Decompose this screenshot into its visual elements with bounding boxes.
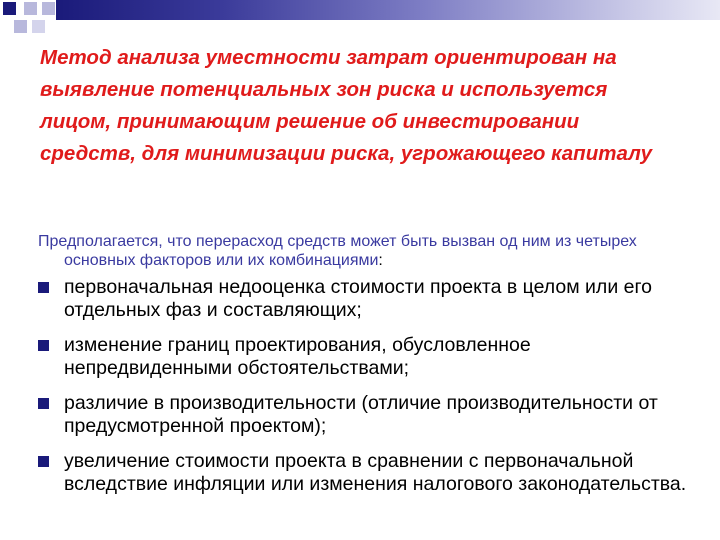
corner-square-light [32, 20, 45, 33]
corner-square-light [42, 2, 55, 15]
header-gradient-bar [56, 0, 720, 20]
corner-square-light [24, 2, 37, 15]
bullet-item [38, 334, 688, 380]
corner-square-light [14, 20, 27, 33]
square-bullet-icon [38, 340, 49, 351]
square-bullet-icon [38, 398, 49, 409]
bullet-text: изменение границ проектирования, обусловленное непредвиденными обстоятельствами; [64, 334, 531, 379]
slide-title: Метод анализа уместности затрат ориентирован на выявление потенциальных зон риска и используется лицом, принимающим решение об инвестировании средств, для минимизации риска, угрожающего капиталу [40, 46, 652, 165]
bullet-text: увеличение стоимости проекта в сравнении с первоначальной вследствие инфляции или изменения налогового законодательства. [64, 450, 687, 495]
intro-colon: : [378, 252, 383, 269]
intro-paragraph [38, 232, 704, 270]
bullet-item [38, 450, 688, 496]
bullet-text: различие в производительности (отличие производительности от предусмотренной проектом); [64, 392, 658, 437]
corner-square-dark [3, 2, 16, 15]
bullet-item [38, 392, 688, 438]
bullet-text: первоначальная недооценка стоимости проекта в целом или его отдельных фаз и составляющих; [64, 276, 652, 321]
square-bullet-icon [38, 282, 49, 293]
bullet-item [38, 276, 688, 322]
bullet-list [38, 276, 688, 508]
square-bullet-icon [38, 456, 49, 467]
intro-text: Предполагается, что перерасход средств может быть вызван од ним из четырех основных факторов или их комбинациями [38, 233, 637, 269]
